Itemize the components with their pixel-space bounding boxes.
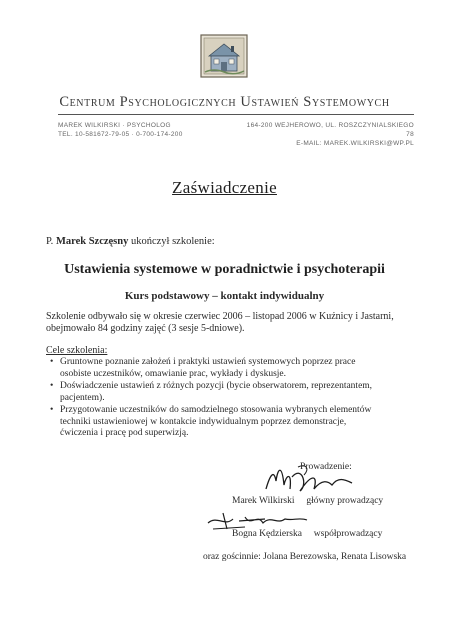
co-role: współprowadzący <box>313 529 383 539</box>
header-right-line1: 164-200 WEJHEROWO, UL. ROSZCZYNIALSKIEGO 78 <box>246 122 414 138</box>
house-logo-icon <box>200 34 248 78</box>
header-divider <box>58 114 414 115</box>
course-title: Ustawienia systemowe w poradnictwie i psychoterapii <box>64 262 385 277</box>
list-item <box>47 357 419 380</box>
goal-line: osobiste uczestników, omawianie prac, wykłady i dyskusje. <box>60 368 287 379</box>
recipient-line <box>46 236 215 247</box>
recipient-suffix: ukończył szkolenie: <box>130 236 215 247</box>
goal-line: techniki ustawieniowej w kontakcie indywidualnym poprzez demonstracje, <box>60 416 347 427</box>
header-contact-left <box>58 121 183 139</box>
goals-heading: Cele szkolenia: <box>46 345 108 356</box>
description-line-1: Szkolenie odbywało się w okresie czerwiec 2006 – listopad 2006 w Kuźnicy i Jastarni, <box>46 311 394 322</box>
goal-line: ćwiczenia i pracę pod superwizją. <box>60 428 189 438</box>
guest-trainers: oraz gościnnie: Jolana Berezowska, Renata Lisowska <box>203 552 407 562</box>
goal-line: Gruntowne poznanie założeń i praktyki ustawień systemowych poprzez prace <box>60 357 356 367</box>
list-item <box>47 381 419 404</box>
course-description <box>46 311 416 335</box>
header-left-line2: TEL. 10-581672-79-05 · 0-700-174-200 <box>58 131 183 138</box>
lead-signature-caption <box>232 496 383 506</box>
co-name: Bogna Kędzierska <box>232 529 302 539</box>
goals-list <box>47 357 419 441</box>
header-right-line2: E-MAIL: MAREK.WILKIRSKI@WP.PL <box>296 140 414 147</box>
header-contact-right <box>244 121 414 148</box>
description-line-2: obejmowało 84 godziny zajęć (3 sesje 5-dniowe). <box>46 323 245 334</box>
goal-line: Doświadczenie ustawień z różnych pozycji (bycie obserwatorem, reprezentantem, <box>60 381 373 391</box>
bullet-icon: • <box>50 405 54 415</box>
course-subtitle: Kurs podstawowy – kontakt indywidualny <box>124 290 325 302</box>
document-title: Zaświadczenie <box>172 178 277 197</box>
lead-role: główny prowadzący <box>306 496 384 506</box>
bullet-icon: • <box>50 381 54 391</box>
lead-name: Marek Wilkirski <box>232 496 295 506</box>
header-left-line1: MAREK WILKIRSKI · PSYCHOLOG <box>58 122 171 129</box>
signatures-label: Prowadzenie: <box>300 462 352 472</box>
co-signature-caption <box>232 529 382 539</box>
list-item <box>47 405 419 440</box>
recipient-prefix: P. <box>46 236 54 247</box>
goal-line: pacjentem). <box>60 392 105 403</box>
bullet-icon: • <box>50 357 54 367</box>
organization-name: Centrum Psychologicznych Ustawień Systemowych <box>59 94 390 110</box>
goal-line: Przygotowanie uczestników do samodzielnego stosowania wybranych elementów <box>60 405 372 415</box>
recipient-name: Marek Szczęsny <box>55 236 129 247</box>
